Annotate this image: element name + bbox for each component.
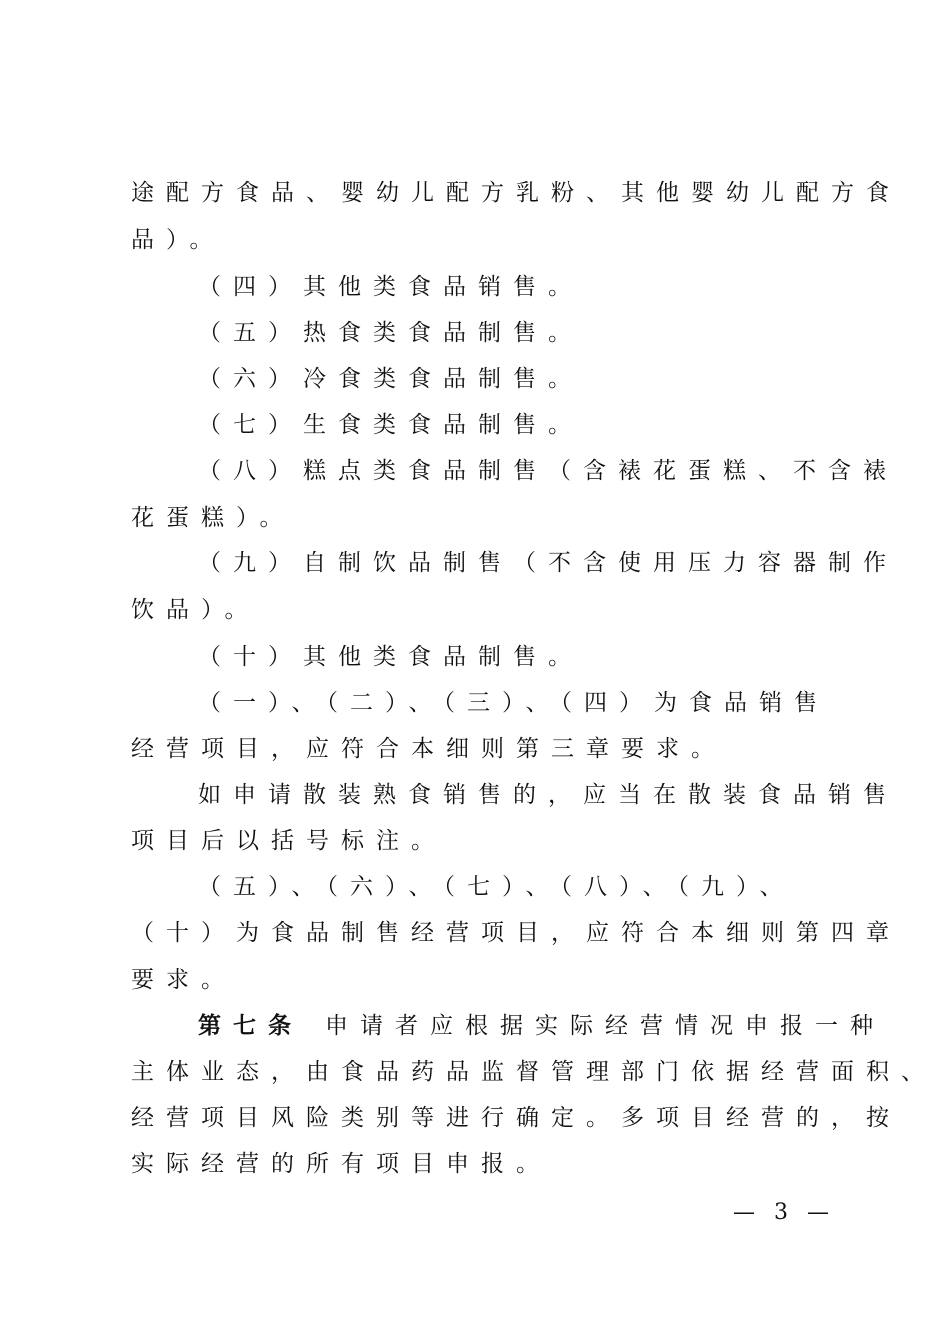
- list-item-5: （五）热食类食品制售。: [198, 320, 583, 346]
- list-item-9: （九）自制饮品制售（不含使用压力容器制作: [198, 550, 898, 576]
- list-item-8: （八）糕点类食品制售（含裱花蛋糕、不含裱: [198, 458, 898, 484]
- page-number: — 3 —: [733, 1200, 835, 1225]
- text-line: 实际经营的所有项目申报。: [131, 1151, 551, 1177]
- text-line: 品）。: [131, 227, 225, 253]
- list-item-10: （十）其他类食品制售。: [198, 644, 583, 670]
- list-item-6: （六）冷食类食品制售。: [198, 366, 583, 392]
- list-item-4: （四）其他类食品销售。: [198, 274, 583, 300]
- paragraph-line: （五）、（六）、（七）、（八）、（九）、: [198, 874, 795, 900]
- article-heading: 第七条: [198, 1013, 303, 1039]
- text-line: 途配方食品、婴幼儿配方乳粉、其他婴幼儿配方食: [131, 180, 901, 206]
- article-line: [198, 1011, 885, 1041]
- paragraph-line: （一）、（二）、（三）、（四）为食品销售: [198, 690, 829, 716]
- text-line: （十）为食品制售经营项目，应符合本细则第四章: [131, 920, 901, 946]
- text-line: 花蛋糕）。: [131, 505, 295, 531]
- text-line: 主体业态，由食品药品监督管理部门依据经营面积、: [131, 1059, 936, 1085]
- paragraph-line: 如申请散装熟食销售的，应当在散装食品销售: [198, 782, 898, 808]
- article-text: 申请者应根据实际经营情况申报一种: [325, 1013, 885, 1039]
- text-line: 项目后以括号标注。: [131, 828, 446, 854]
- text-line: 饮品）。: [131, 597, 260, 623]
- text-line: 经营项目风险类别等进行确定。多项目经营的，按: [131, 1105, 901, 1131]
- text-line: 要求。: [131, 967, 236, 993]
- text-line: 经营项目，应符合本细则第三章要求。: [131, 736, 726, 762]
- list-item-7: （七）生食类食品制售。: [198, 412, 583, 438]
